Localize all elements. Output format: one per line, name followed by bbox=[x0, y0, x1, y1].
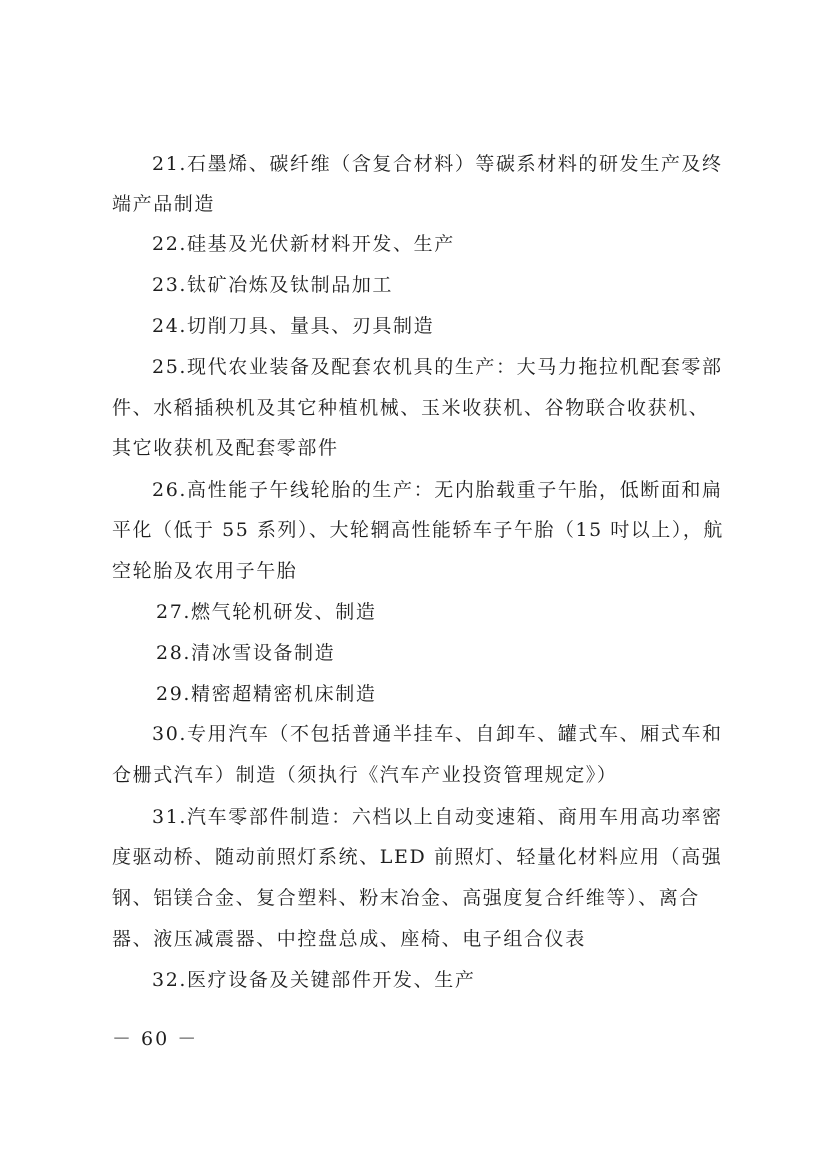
item-21-line-1: 21.石墨烯、碳纤维（含复合材料）等碳系材料的研发生产及终 bbox=[152, 153, 723, 175]
item-32-line-1: 32.医疗设备及关键部件开发、生产 bbox=[152, 969, 476, 991]
item-31-line-1: 31.汽车零部件制造：六档以上自动变速箱、商用车用高功率密 bbox=[152, 806, 723, 828]
item-28-line-1: 28.清冰雪设备制造 bbox=[156, 642, 336, 664]
item-26-line-1: 26.高性能子午线轮胎的生产：无内胎载重子午胎，低断面和扁 bbox=[152, 479, 723, 501]
item-31-line-2: 度驱动桥、随动前照灯系统、LED 前照灯、轻量化材料应用（高强 bbox=[112, 846, 723, 868]
item-31-line-3: 钢、铝镁合金、复合塑料、粉末冶金、高强度复合纤维等）、离合 bbox=[112, 887, 700, 909]
item-26-line-2: 平化（低于 55 系列）、大轮辋高性能轿车子午胎（15 吋以上），航 bbox=[112, 519, 724, 541]
item-25-line-3: 其它收获机及配套零部件 bbox=[112, 437, 339, 459]
item-25-line-1: 25.现代农业装备及配套农机具的生产：大马力拖拉机配套零部 bbox=[152, 356, 723, 378]
item-22-line-1: 22.硅基及光伏新材料开发、生产 bbox=[152, 233, 455, 255]
item-25-line-2: 件、水稻插秧机及其它种植机械、玉米收获机、谷物联合收获机、 bbox=[112, 397, 710, 419]
item-21-line-2: 端产品制造 bbox=[112, 193, 216, 215]
item-30-line-2: 仓栅式汽车）制造（须执行《汽车产业投资管理规定》） bbox=[112, 764, 618, 786]
item-24-line-1: 24.切削刀具、量具、刃具制造 bbox=[152, 315, 435, 337]
page-number: － 60 － bbox=[112, 1028, 199, 1050]
item-29-line-1: 29.精密超精密机床制造 bbox=[156, 683, 377, 705]
item-27-line-1: 27.燃气轮机研发、制造 bbox=[156, 601, 377, 623]
item-30-line-1: 30.专用汽车（不包括普通半挂车、自卸车、罐式车、厢式车和 bbox=[152, 723, 723, 745]
item-31-line-4: 器、液压减震器、中控盘总成、座椅、电子组合仪表 bbox=[112, 928, 586, 950]
item-23-line-1: 23.钛矿冶炼及钛制品加工 bbox=[152, 274, 394, 296]
item-26-line-3: 空轮胎及农用子午胎 bbox=[112, 560, 298, 582]
